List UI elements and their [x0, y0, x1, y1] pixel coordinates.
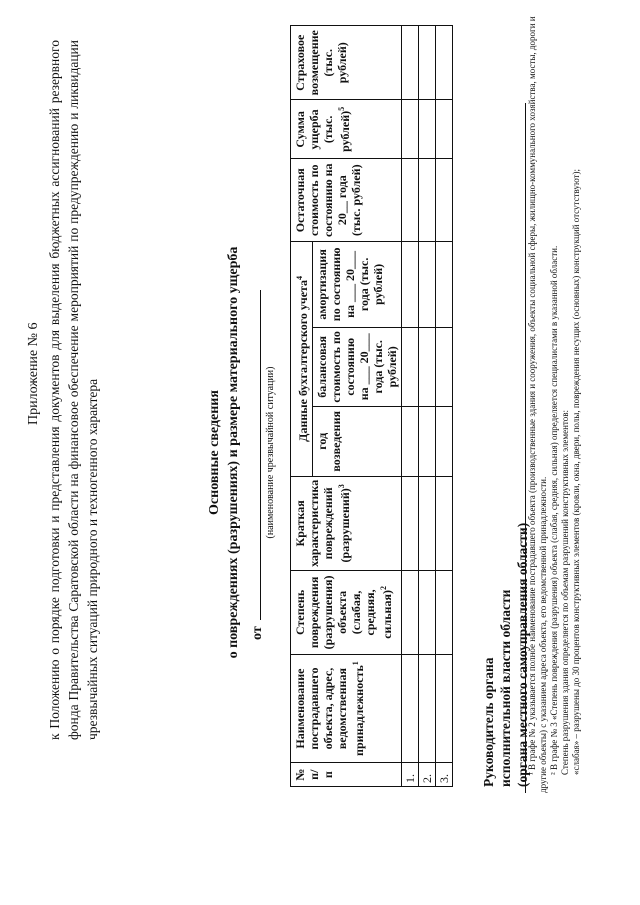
- row-number: 3.: [436, 763, 453, 787]
- footnotes: [527, 13, 582, 793]
- signer-line-3: (органа местного самоуправления области): [515, 522, 530, 787]
- header-residual-value: Остаточная стоимость по состоянию на 20__ года (тыс. рублей): [291, 159, 402, 242]
- table-row: [436, 26, 453, 787]
- row-number: 1.: [402, 763, 419, 787]
- emergency-caption: (наименование чрезвычайной ситуации): [265, 366, 276, 539]
- from-line: [248, 290, 266, 640]
- row-number: 2.: [419, 763, 436, 787]
- footnote-divider: [525, 103, 526, 793]
- emergency-name-blank: [248, 290, 261, 620]
- header-year-built: год возведения: [313, 407, 402, 477]
- signer-block: [480, 523, 531, 787]
- footnote-4: «слабая» – разрушены до 30 процентов конструктивных элементов (кровли, окна, двери, полы, повреждения несущих (основных) конструкций отсутствуют);: [571, 169, 581, 775]
- header-object-name: Наименование пострадавшего объекта, адрес, ведомственная принадлежность$^1$: [291, 654, 402, 763]
- footnote-3: Степень разрушения здания определяется по объемам разрушений конструктивных элементов:: [560, 410, 570, 775]
- signer-line-1: Руководитель органа: [481, 657, 496, 787]
- appendix-heading: Приложение № 6: [26, 322, 41, 425]
- footnote-1: ¹ В графе № 2 указывается полное наименование пострадавшего объекта (производственные здания и сооружения, объекты социальной сферы, жилищно-коммунального хозяйства, мосты, дороги и другие объекты) с указанием адреса объекта, его ведомственной принадлежности.: [527, 16, 548, 793]
- from-label: от: [250, 626, 265, 640]
- header-damage-degree: Степень повреждения (разрушения) объекта (слабая, средняя, сильная)$^2$: [291, 571, 402, 655]
- table-header-row: [291, 26, 313, 787]
- footnote-2: ² В графе № 3 «Степень повреждения (разрушения) объекта (слабая, средняя, сильная) определяется специалистами в указанной области.: [549, 245, 559, 775]
- header-accounting: Данные бухгалтерского учета$^4$: [291, 242, 313, 476]
- signer-line-2: исполнительной власти области: [498, 589, 513, 787]
- header-number: № п/п: [291, 763, 402, 787]
- document-subtitle: о повреждениях (разрушениях) и размере материального ущерба: [226, 246, 241, 659]
- document-title: Основные сведения: [207, 390, 222, 515]
- header-insurance: Страховое возмещение (тыс. рублей): [291, 26, 402, 100]
- table-row: [419, 26, 436, 787]
- table-row: [402, 26, 419, 787]
- damage-table: [290, 25, 453, 787]
- header-depreciation: амортизация по состоянию на ___ 20___ года (тыс. рублей): [313, 242, 402, 327]
- appendix-body: к Положению о порядке подготовки и представления документов для выделения бюджетных ассигнований резервного фонда Правительства Саратовской области на финансовое обеспечение мероприятий по предупреждению и ликвидации чрезвычайных ситуаций природного и техногенного характера: [47, 40, 100, 740]
- header-damage-sum: Сумма ущерба (тыс. рублей)$^5$: [291, 100, 402, 159]
- header-balance-value: балансовая стоимость по состоянию на ___ 20___ года (тыс. рублей): [313, 327, 402, 406]
- header-brief-description: Краткая характеристика повреждений (разрушений)$^3$: [291, 476, 402, 571]
